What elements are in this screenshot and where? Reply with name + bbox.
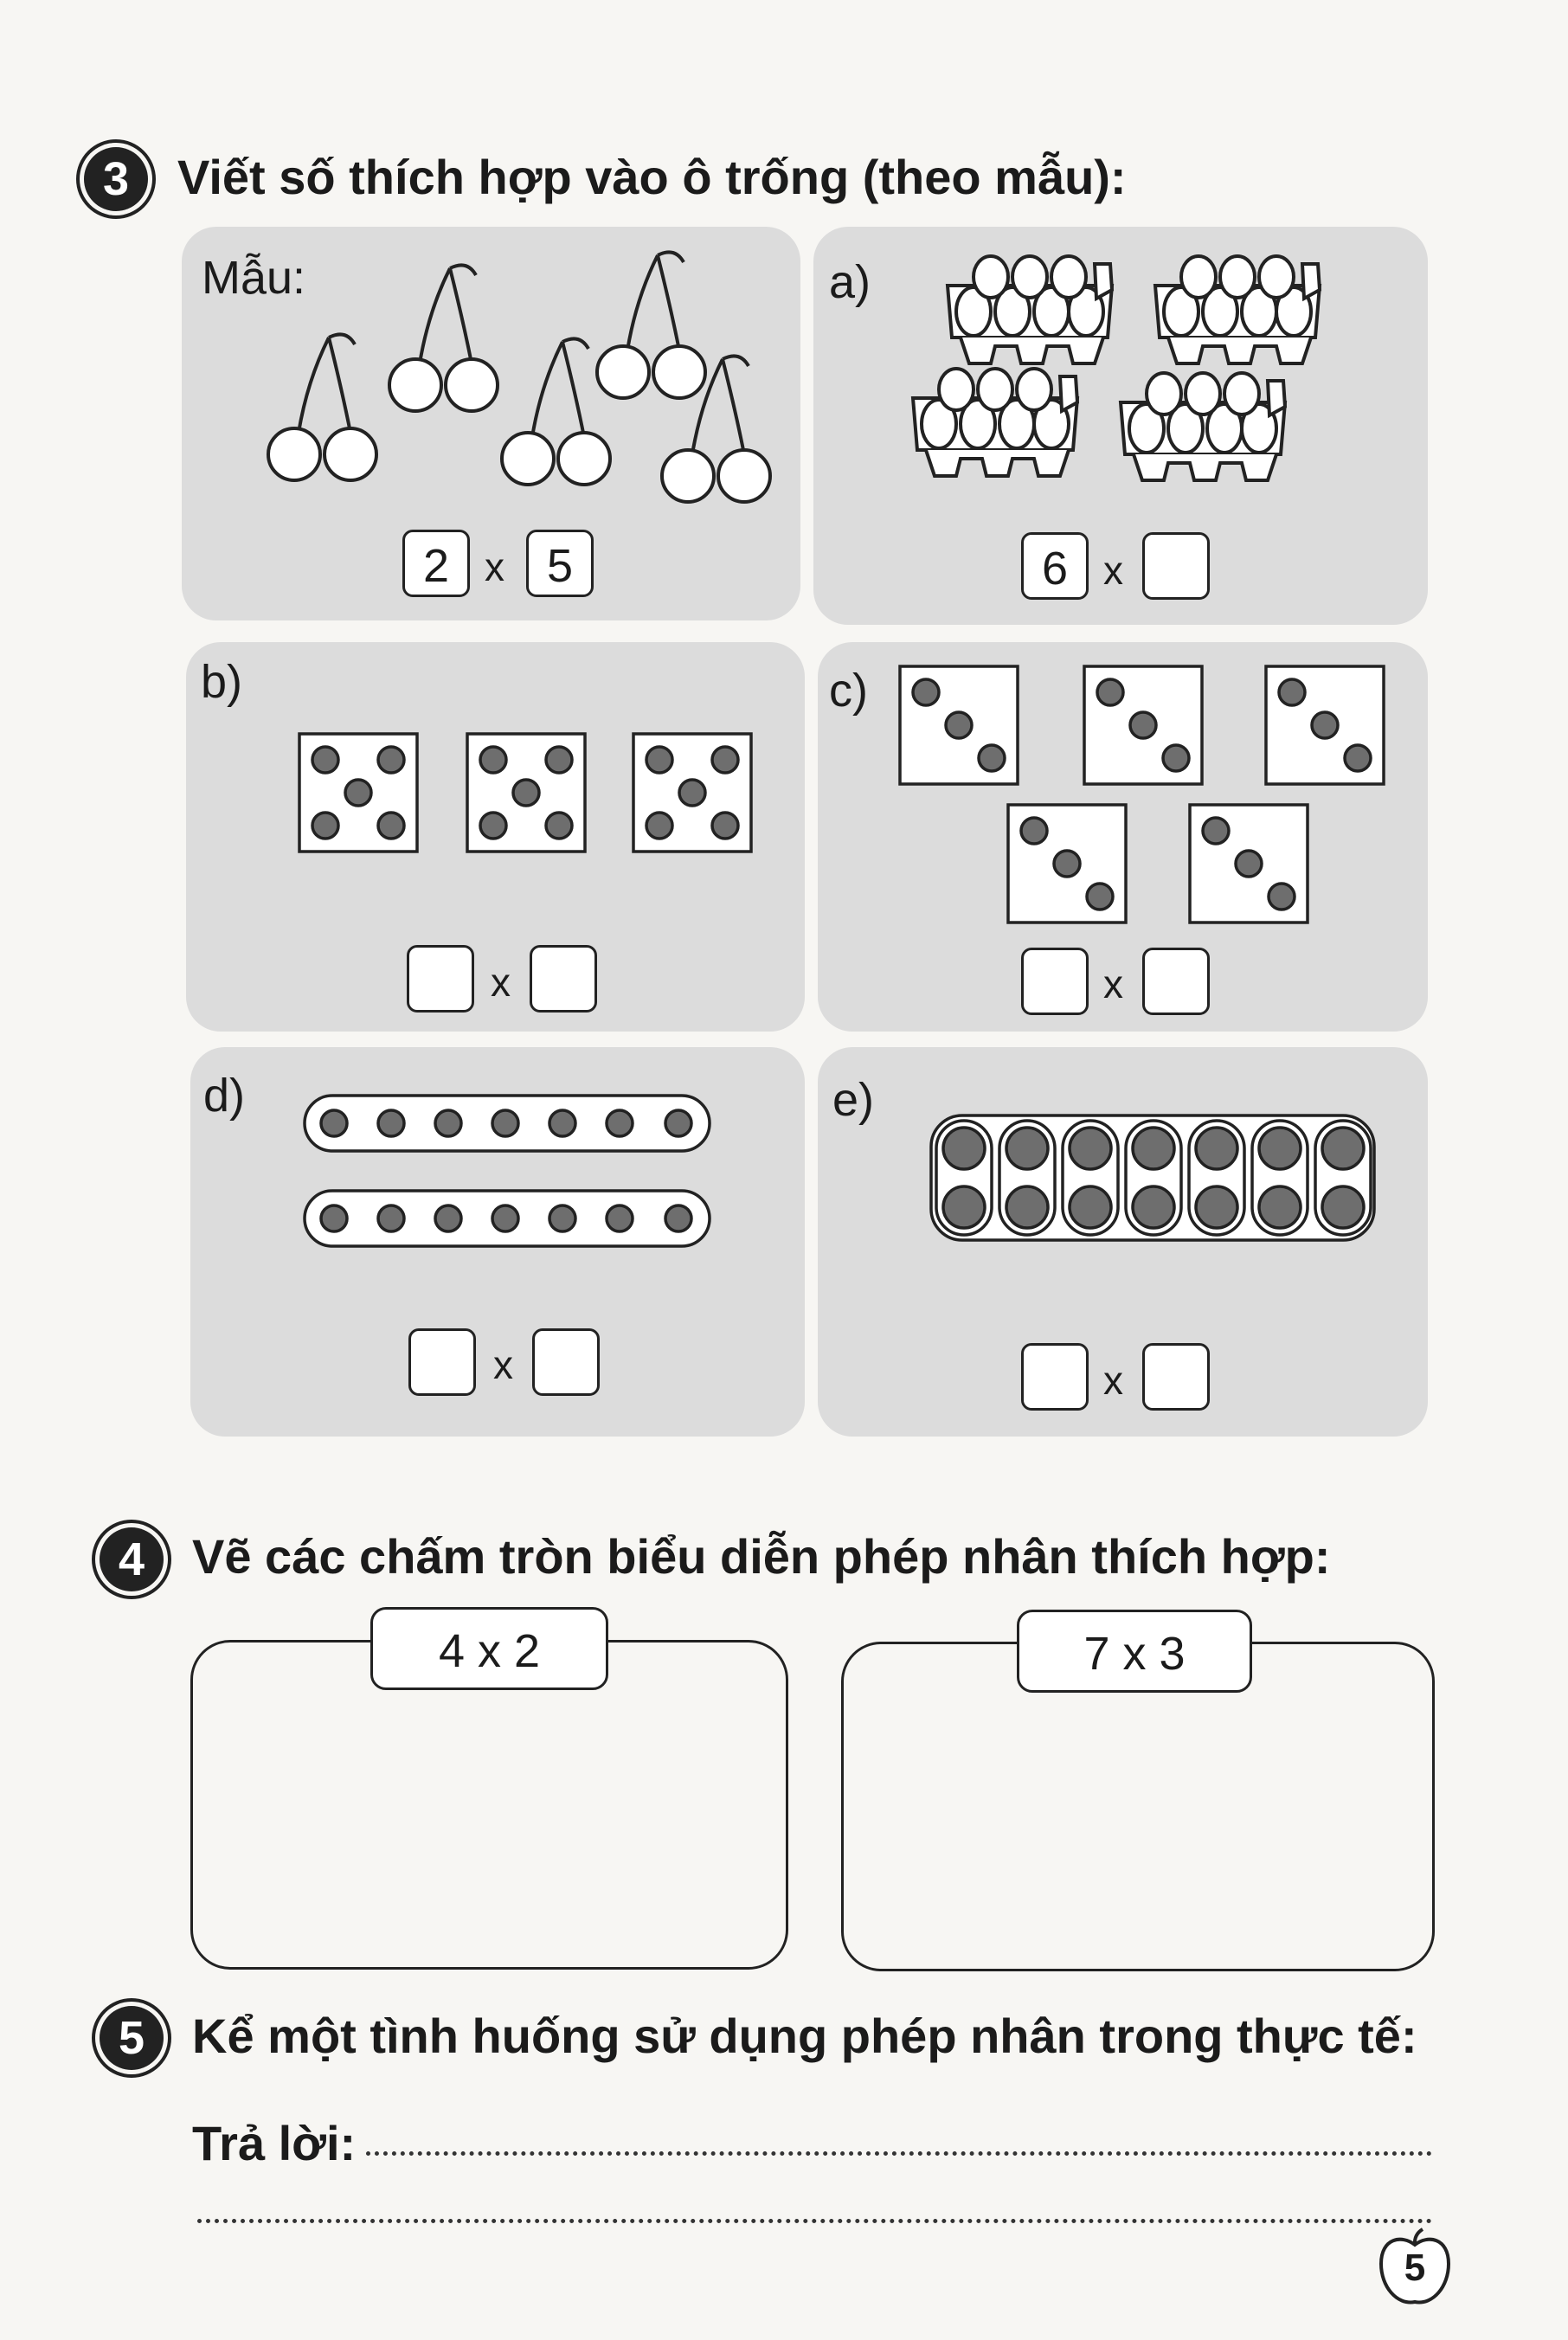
question-3-number: 3 [84, 147, 148, 211]
item-c-label: c) [829, 665, 868, 717]
sample-times-sign: x [485, 544, 504, 589]
item-d-times-sign: x [493, 1342, 513, 1387]
dice-five-icon [294, 729, 779, 858]
item-c-times-sign: x [1103, 961, 1123, 1006]
question-5-number: 5 [100, 2006, 164, 2070]
answer-line-1[interactable] [366, 2151, 1432, 2156]
item-a-label: a) [829, 256, 871, 308]
dot-strip-icon [301, 1092, 717, 1257]
item-c-factor-2-input[interactable] [1142, 948, 1210, 1015]
item-c-factor-1-input[interactable] [1021, 948, 1089, 1015]
sample-factor-2: 5 [526, 530, 594, 597]
cherry-icon [182, 277, 800, 554]
item-e-factor-2-input[interactable] [1142, 1343, 1210, 1411]
answer-label: Trả lời: [192, 2116, 357, 2170]
dice-three-icon [896, 662, 1398, 922]
drawing-area-2-label: 7 x 3 [1017, 1610, 1252, 1693]
item-a-times-sign: x [1103, 548, 1123, 593]
egg-carton-icon [900, 251, 1385, 502]
question-4-title: Vẽ các chấm tròn biểu diễn phép nhân thích hợp: [192, 1529, 1331, 1584]
item-b-factor-2-input[interactable] [530, 945, 597, 1012]
question-5-title: Kể một tình huống sử dụng phép nhân trong thực tế: [192, 2009, 1417, 2063]
question-3-title: Viết số thích hợp vào ô trống (theo mẫu): [177, 150, 1127, 204]
dot-grid-icon [928, 1112, 1378, 1242]
item-a-factor-2-input[interactable] [1142, 532, 1210, 600]
drawing-area-1-label: 4 x 2 [370, 1607, 608, 1690]
item-d-factor-1-input[interactable] [408, 1328, 476, 1396]
item-a-factor-1: 6 [1021, 532, 1089, 600]
page-number: 5 [1404, 2247, 1426, 2289]
item-b-label: b) [201, 656, 243, 708]
sample-factor-1: 2 [402, 530, 470, 597]
item-d-label: d) [203, 1070, 246, 1122]
question-4-number: 4 [100, 1527, 164, 1591]
answer-line-2[interactable] [197, 2219, 1432, 2223]
item-b-times-sign: x [491, 960, 511, 1005]
item-e-times-sign: x [1103, 1358, 1123, 1403]
item-b-factor-1-input[interactable] [407, 945, 474, 1012]
item-e-factor-1-input[interactable] [1021, 1343, 1089, 1411]
sample-label: Mẫu: [202, 252, 306, 304]
item-d-factor-2-input[interactable] [532, 1328, 600, 1396]
item-e-label: e) [832, 1074, 875, 1126]
